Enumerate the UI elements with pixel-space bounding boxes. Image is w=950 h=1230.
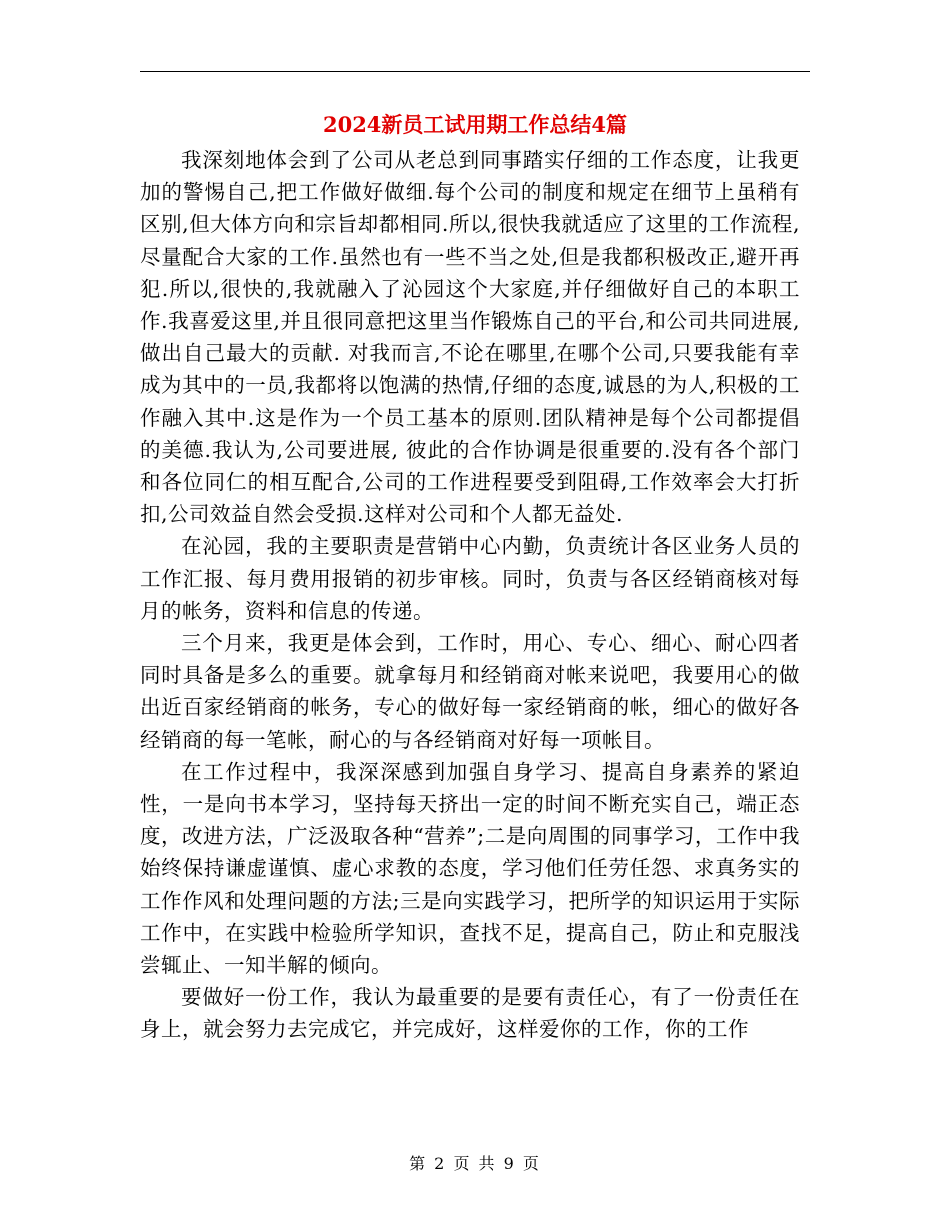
page-number: 第 2 页 共 9 页 (409, 1154, 541, 1173)
body-paragraph-1: 我深刻地体会到了公司从老总到同事踏实仔细的工作态度，让我更加的警惕自己,把工作做好做细.每个公司的制度和规定在细节上虽稍有区别,但大体方向和宗旨却都相同.所以,很快我就适应了这里的工作流程,尽量配合大家的工作.虽然也有一些不当之处,但是我都积极改正,避开再犯.所以,很快的,我就融入了沁园这个大家庭,并仔细做好自己的本职工作.我喜爱这里,并且很同意把这里当作锻炼自己的平台,和公司共同进展,做出自己最大的贡献. 对我而言,不论在哪里,在哪个公司,只要我能有幸成为其中的一员,我都将以饱满的热情,仔细的态度,诚恳的为人,积极的工作融入其中.这是作为一个员工基本的原则.团队精神是每个公司都提倡的美德.我认为,公司要进展, 彼此的合作协调是很重要的.没有各个部门和各位同仁的相互配合,公司的工作进程要受到阻碍,工作效率会大打折扣,公司效益自然会受损.这样对公司和个人都无益处. (140, 148, 800, 527)
document-title: 2024新员工试用期工作总结4篇 (322, 112, 628, 137)
body-paragraph-2: 在沁园，我的主要职责是营销中心内勤，负责统计各区业务人员的工作汇报、每月费用报销的初步审核。同时，负责与各区经销商核对每月的帐务，资料和信息的传递。 (140, 534, 800, 623)
body-paragraph-3: 三个月来，我更是体会到，工作时，用心、专心、细心、耐心四者同时具备是多么的重要。就拿每月和经销商对帐来说吧，我要用心的做出近百家经销商的帐务，专心的做好每一家经销商的帐，细心的做好各经销商的每一笔帐，耐心的与各经销商对好每一项帐目。 (140, 631, 800, 752)
document-body (140, 144, 800, 1046)
body-paragraph-5: 要做好一份工作，我认为最重要的是要有责任心，有了一份责任在身上，就会努力去完成它，并完成好，这样爱你的工作，你的工作 (140, 985, 800, 1042)
header-rule (140, 71, 810, 72)
body-paragraph-4: 在工作过程中，我深深感到加强自身学习、提高自身素养的紧迫性，一是向书本学习，坚持每天挤出一定的时间不断充实自己，端正态度，改进方法，广泛汲取各种“营养”;二是向周围的同事学习，工作中我始终保持谦虚谨慎、虚心求教的态度，学习他们任劳任怨、求真务实的工作作风和处理问题的方法;三是向实践学习，把所学的知识运用于实际工作中，在实践中检验所学知识，查找不足，提高自己，防止和克服浅尝辄止、一知半解的倾向。 (140, 759, 800, 978)
